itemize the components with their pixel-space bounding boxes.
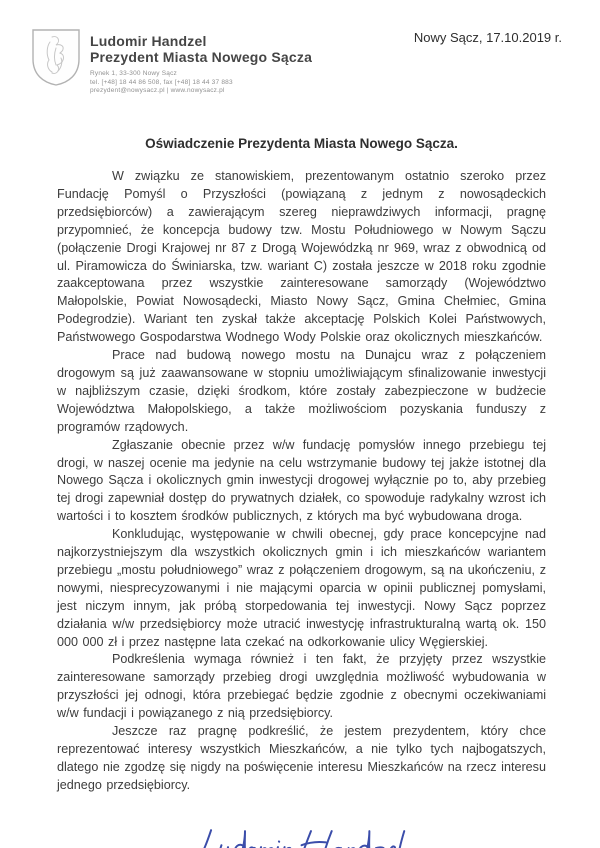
- city-coat-of-arms-icon: [30, 28, 82, 86]
- sender-address: Rynek 1, 33-300 Nowy Sącz: [90, 70, 178, 77]
- signature-name: [408, 821, 409, 822]
- sender-name: Ludomir Handzel: [90, 33, 207, 49]
- sender-phone-fax: tel. [+48] 18 44 86 508, fax [+48] 18 44 37 883: [90, 78, 233, 86]
- letter-main: [57, 136, 546, 848]
- sender-role: Prezydent Miasta Nowego Sącza: [90, 49, 313, 65]
- letter-date: Nowy Sącz, 17.10.2019 r.: [413, 30, 562, 45]
- sender-details: [90, 70, 312, 96]
- sender-block: [90, 33, 312, 96]
- paragraph-6: Jeszcze raz pragnę podkreślić, że jestem prezydentem, który chce reprezentować interesy wszystkich Mieszkańców, a nie tylko tych najbogatszych, dlatego nie zgodzę się nigdy na poświęcenie interesu Mieszkańców na rzecz interesu jednego przedsiębiorcy.: [57, 724, 546, 792]
- paragraph-4: Konkludując, występowanie w chwili obecnej, gdy prace koncepcyjne nad najkorzystniejszym dla wszystkich okolicznych gmin i ich mieszkańców wariantem przebiegu „mostu południowego” wraz z połączeniem drogowym, są na ukończeniu, z nowymi, niesprecyzowanymi i nie mającymi oparcia w opinii publicznej pomysłami, jest niczym innym, jak próbą storpedowania tej inwestycji. Nowy Sącz poprzez działania w/w przedsiębiorcy może utracić inwestycję infrastrukturalną wartą ok. 150 000 000 zł i przez następne lata czekać na odkorkowanie ulicy Węgierskiej.: [57, 527, 546, 649]
- paragraph-5: Podkreślenia wymaga również i ten fakt, że przyjęty przez wszystkie zainteresowane samorządy przebieg drogi uwzględnia możliwość wybudowania w przyszłości jej odnogi, która przebiegać będzie zgodnie z obecnymi oczekiwaniami w/w fundacji i powiązanego z nią przedsiębiorcy.: [57, 652, 546, 721]
- sender-email-web: prezydent@nowysacz.pl | www.nowysacz.pl: [90, 87, 225, 94]
- paragraph-1: W związku ze stanowiskiem, prezentowanym ostatnio szeroko przez Fundację Pomyśl o Przyszłości (powiązaną z jednym z nowosądeckich przedsiębiorców) a zawierającym szereg nieprawdziwych informacji, pragnę przypomnieć, że koncepcja budowy tzw. Mostu Południowego w Nowym Sączu (połączenie Drogi Krajowej nr 87 z Drogą Wojewódzką nr 969, wraz z obwodnicą od ul. Piramowicza do Świniarska, tzw. wariant C) została jeszcze w 2018 roku zgodnie zaakceptowana przez wszystkie zainteresowane samorządy (Województwo Małopolskie, Powiat Nowosądecki, Miasto Nowy Sącz, Gmina Chełmiec, Gmina Podegrodzie). Wariant ten zyskał także akceptację Polskich Kolei Państwowych, Państwowego Gospodarstwa Wodnego Wody Polskie oraz okolicznych mieszkańców.: [57, 169, 546, 345]
- handwritten-signature: [57, 821, 546, 848]
- document-title: Oświadczenie Prezydenta Miasta Nowego Sącza.: [145, 136, 458, 151]
- paragraph-2: Prace nad budową nowego mostu na Dunajcu wraz z połączeniem drogowym są już zaawansowane w stopniu umożliwiającym sfinalizowanie inwestycji w najbliższym czasie, dzięki środkom, które zostały zabezpieczone w budżecie Województwa Małopolskiego, a także możliwościom pozyskania funduszy z programów rządowych.: [57, 348, 546, 434]
- paragraph-3: Zgłaszanie obecnie przez w/w fundację pomysłów innego przebiegu tej drogi, w naszej ocenie ma jedynie na celu wstrzymanie budowy tej jakże istotnej dla Nowego Sącza i okolicznych gmin inwestycji drogowej wyłącznie po to, aby przebieg tej drogi zapewniał dostęp do prywatnych działek, co spowoduje radykalny wzrost ich wartości i to kosztem środków publicznych, z których ma być wybudowana droga.: [57, 437, 546, 524]
- document-body: [57, 168, 546, 795]
